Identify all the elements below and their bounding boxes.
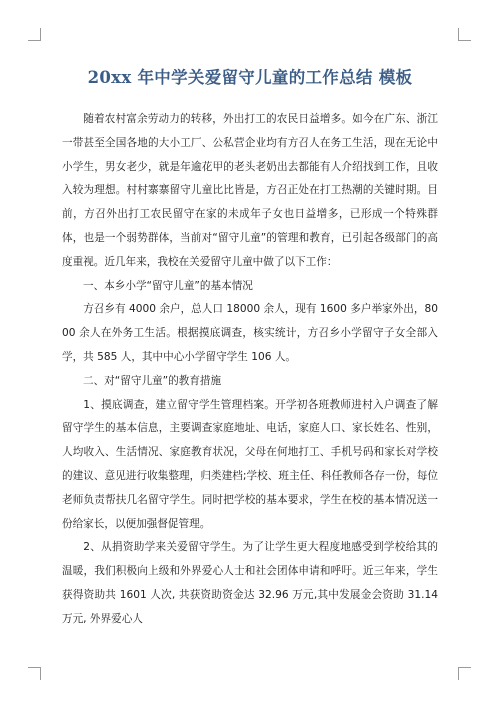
section-heading-basic-situation: 一、本乡小学“留守儿童”的基本情况 [83,279,253,292]
intro-paragraph: 随着农村富余劳动力的转移，外出打工的农民日益增多。如今在广东、浙江一带甚至全国各地的大小工厂、公私营企业均有方召人在务工生活，现在无论中小学生，男女老少，就是年逾花甲的老头老奶出去都能有人介绍找到工作，且收入较为理想。村村寨寨留守儿童比比皆是，方召正处在打工热潮的关键时期。目前，方召外出打工农民留守在家的未成年子女也日益增多，已形成一个特殊群体，也是一个弱势群体，当前对“留守儿童”的管理和教育，已引起各级部门的高度重视。近几年来，我校在关爱留守儿童中做了以下工作： [62,113,438,268]
basic-situation-paragraph: 方召乡有 4000 余户，总人口 18000 余人，现有 1600 多户举家外出，8000 余人在外务工生活。根据摸底调查，核实统计，方召乡小学留守子女全部入学，共 585 人，其中中心小学留守学生 106 人。 [62,303,438,363]
measure-2-paragraph: 2、从捐资助学来关爱留守学生。为了让学生更大程度地感受到学校给其的温暖，我们积极向上级和外界爱心人士和社会团体申请和呼吁。近三年来，学生获得资助共 1601 人次, 共获资助资金达 32.96 万元,其中发展金会资助 31.14 万元, 外界爱心人 [62,541,438,625]
page-corner-mark-bottom-right [458,667,471,680]
measure-1-paragraph: 1、摸底调查，建立留守学生管理档案。开学初各班教师进村入户调查了解留守学生的基本信息，主要调查家庭地址、电话，家庭人口、家长姓名、性别，人均收入、生活情况、家庭教育状况，父母在何地打工、手机号码和家长对学校的建议、意见进行收集整理，归类建档;学校、班主任、科任教师各存一份，每位老师负责帮扶几名留守学生。同时把学校的基本要求，学生在校的基本情况送一份给家长，以便加强督促管理。 [62,398,438,530]
page-corner-mark-bottom-left [28,667,41,680]
page-corner-mark-top-left [28,28,41,41]
document-title: 20xx 年中学关爱留守儿童的工作总结 模板 [87,68,413,87]
document-body [62,108,438,632]
page-corner-mark-top-right [458,28,471,41]
section-heading-education-measures: 二、对“留守儿童”的教育措施 [83,374,222,387]
